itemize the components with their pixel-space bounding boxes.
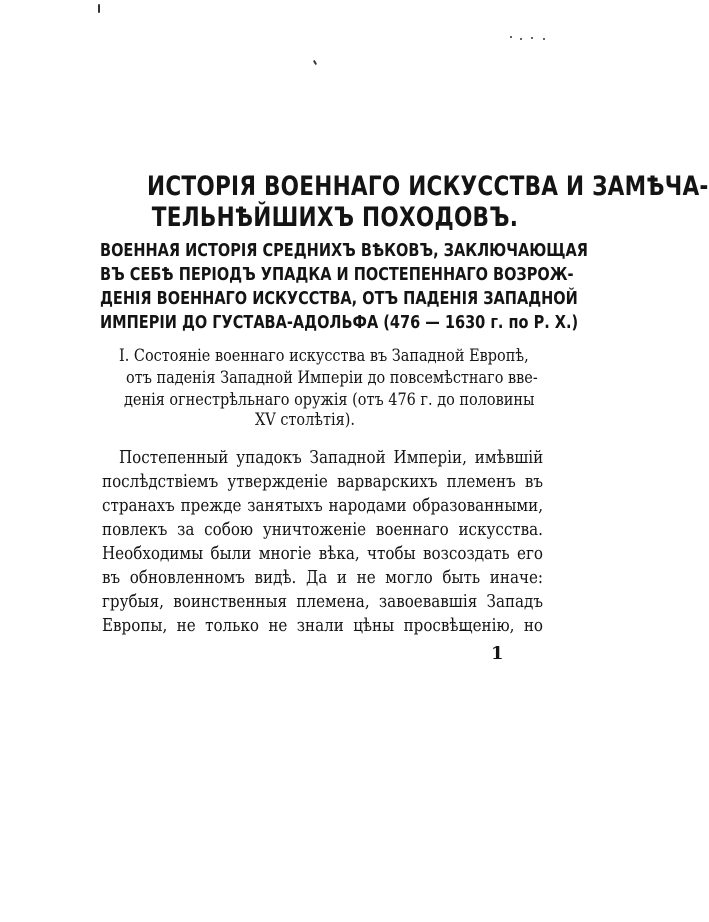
subtitle-line: ДЕНІЯ ВОЕННАГО ИСКУССТВА, ОТЪ ПАДЕНІЯ ЗАПАДНОЙ [100,289,578,309]
body-text-line: въ обновленномъ видѣ. Да и не могло быть иначе: [102,567,543,588]
subtitle-line: ВОЕННАЯ ИСТОРІЯ СРЕДНИХЪ ВѢКОВЪ, ЗАКЛЮЧАЮЩАЯ [100,241,588,261]
scan-speck [313,60,317,65]
body-text-line: грубыя, воинственныя племена, завоевавшія Западъ [102,591,543,612]
chapter-heading-line: I. Состояніе военнаго искусства въ Западной Европѣ, [119,346,529,366]
scan-speck [543,38,545,40]
scan-speck [98,4,100,13]
scan-speck [510,36,512,38]
subtitle-line: ИМПЕРІИ ДО ГУСТАВА-АДОЛЬФА (476 — 1630 г. по Р. Х.) [100,313,579,333]
body-text-line: Необходимы были многіе вѣка, чтобы возсоздать его [102,543,543,564]
page-number: 1 [491,643,504,664]
book-title-line-1: ИСТОРІЯ ВОЕННАГО ИСКУССТВА И ЗАМѢЧА- [147,171,709,202]
body-text-line: послѣдствіемъ утвержденіе варварскихъ племенъ въ [102,471,543,492]
scan-speck [531,37,533,39]
chapter-heading-line: отъ паденія Западной Имперіи до повсемѣстнаго вве- [126,368,538,388]
body-text-line: Европы, не только не знали цѣны просвѣщенію, но [102,615,543,636]
subtitle-line: ВЪ СЕБѢ ПЕРІОДЪ УПАДКА И ПОСТЕПЕННАГО ВОЗРОЖ- [100,265,574,285]
chapter-heading-line: XV столѣтія). [255,410,355,430]
chapter-heading-line: денія огнестрѣльнаго оружія (отъ 476 г. до половины [124,390,535,410]
book-title-line-2: ТЕЛЬНѢЙШИХЪ ПОХОДОВЪ. [151,202,519,233]
body-text-line: Постепенный упадокъ Западной Имперіи, имѣвшій [119,447,544,468]
body-text-line: странахъ прежде занятыхъ народами образованными, [102,495,543,516]
body-text-line: повлекъ за собою уничтоженіе военнаго искусства. [102,519,543,540]
scan-speck [520,38,522,40]
